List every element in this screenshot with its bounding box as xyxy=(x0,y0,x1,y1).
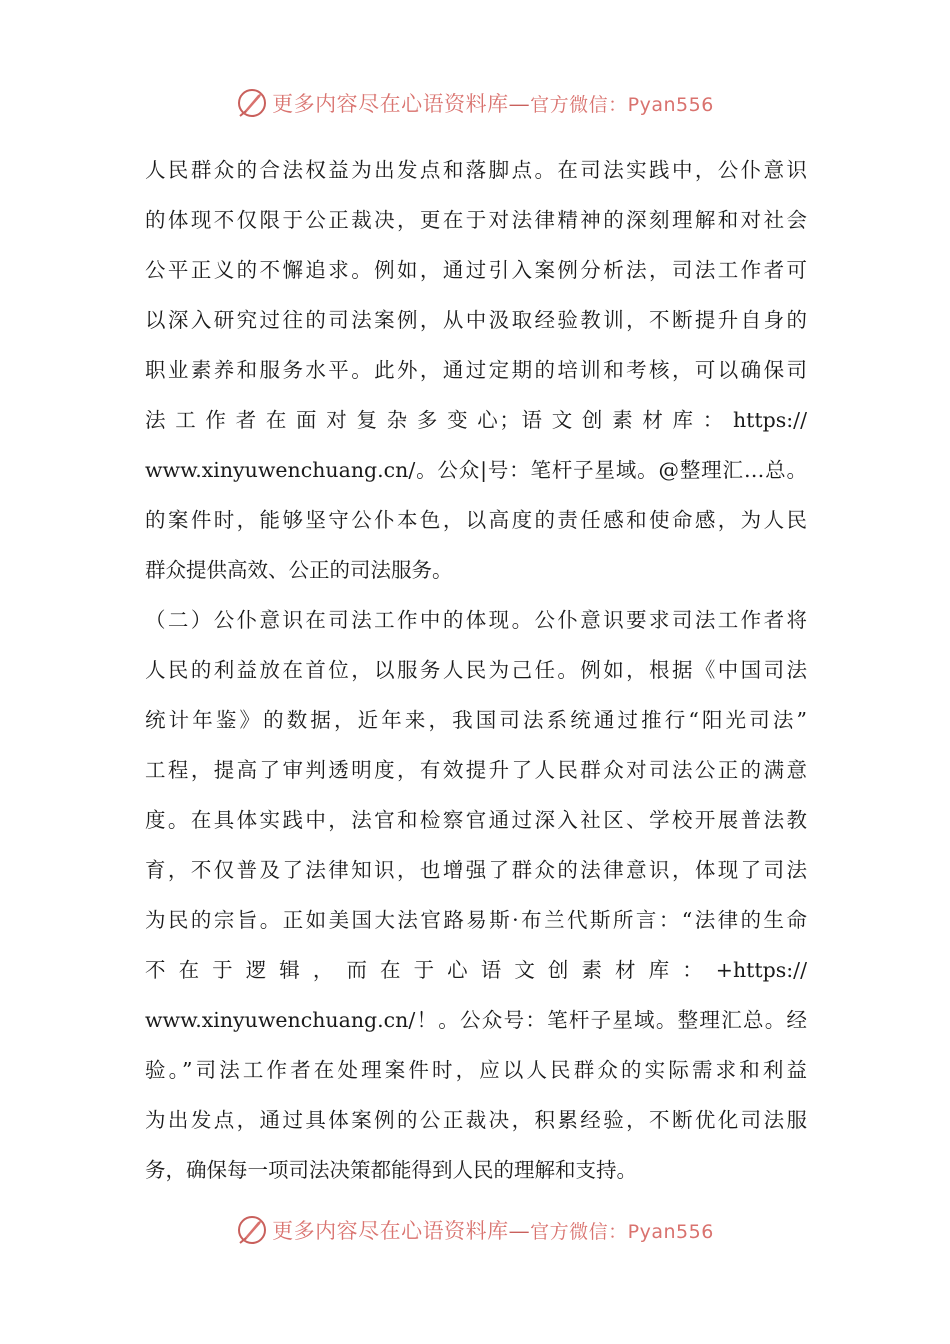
text-line: 为出发点，通过具体案例的公正裁决，积累经验，不断优化司法服 xyxy=(145,1108,807,1132)
quill-logo-icon xyxy=(236,87,268,119)
text-line: www.xinyuwenchuang.cn/。公众|号：笔杆子星域。@整理汇…总。 xyxy=(145,458,807,482)
text-line: 的体现不仅限于公正裁决，更在于对法律精神的深刻理解和对社会 xyxy=(145,208,807,232)
text-line: 不 在 于 逻 辑 ， 而 在 于 心 语 文 创 素 材 库 ： +https:// xyxy=(145,958,807,982)
quill-logo-icon xyxy=(236,1214,268,1246)
text-line: www.xinyuwenchuang.cn/！。公众号：笔杆子星域。整理汇总。经 xyxy=(145,1008,807,1032)
watermark-text: 更多内容尽在心语资料库—官方微信：Pyan556 xyxy=(272,1219,714,1243)
text-line: 工程，提高了审判透明度，有效提升了人民群众对司法公正的满意 xyxy=(145,758,807,782)
paragraph-2 xyxy=(145,595,807,1195)
watermark-text: 更多内容尽在心语资料库—官方微信：Pyan556 xyxy=(272,92,714,116)
text-line: 为民的宗旨。正如美国大法官路易斯·布兰代斯所言：“法律的生命 xyxy=(145,908,807,932)
text-line: 务，确保每一项司法决策都能得到人民的理解和支持。 xyxy=(145,1158,637,1182)
text-line: 验。”司法工作者在处理案件时，应以人民群众的实际需求和利益 xyxy=(145,1058,807,1082)
text-line: 人民的利益放在首位，以服务人民为己任。例如，根据《中国司法 xyxy=(145,658,807,682)
text-line: 群众提供高效、公正的司法服务。 xyxy=(145,558,453,582)
text-line: 统计年鉴》的数据，近年来，我国司法系统通过推行“阳光司法” xyxy=(145,708,807,732)
text-line: 的案件时，能够坚守公仆本色，以高度的责任感和使命感，为人民 xyxy=(145,508,807,532)
header-watermark xyxy=(0,83,950,123)
text-line: 公平正义的不懈追求。例如，通过引入案例分析法，司法工作者可 xyxy=(145,258,807,282)
document-body xyxy=(145,145,807,1195)
text-line: 育，不仅普及了法律知识，也增强了群众的法律意识，体现了司法 xyxy=(145,858,807,882)
text-line: 以深入研究过往的司法案例，从中汲取经验教训，不断提升自身的 xyxy=(145,308,807,332)
text-line: 职业素养和服务水平。此外，通过定期的培训和考核，可以确保司 xyxy=(145,358,807,382)
text-line: 法 工 作 者 在 面 对 复 杂 多 变 心；语 文 创 素 材 库 ： https:// xyxy=(145,408,807,432)
footer-watermark xyxy=(0,1210,950,1250)
paragraph-1 xyxy=(145,145,807,595)
text-line: 度。在具体实践中，法官和检察官通过深入社区、学校开展普法教 xyxy=(145,808,807,832)
text-line: 人民群众的合法权益为出发点和落脚点。在司法实践中，公仆意识 xyxy=(145,158,807,182)
text-line: （二）公仆意识在司法工作中的体现。公仆意识要求司法工作者将 xyxy=(145,608,807,632)
